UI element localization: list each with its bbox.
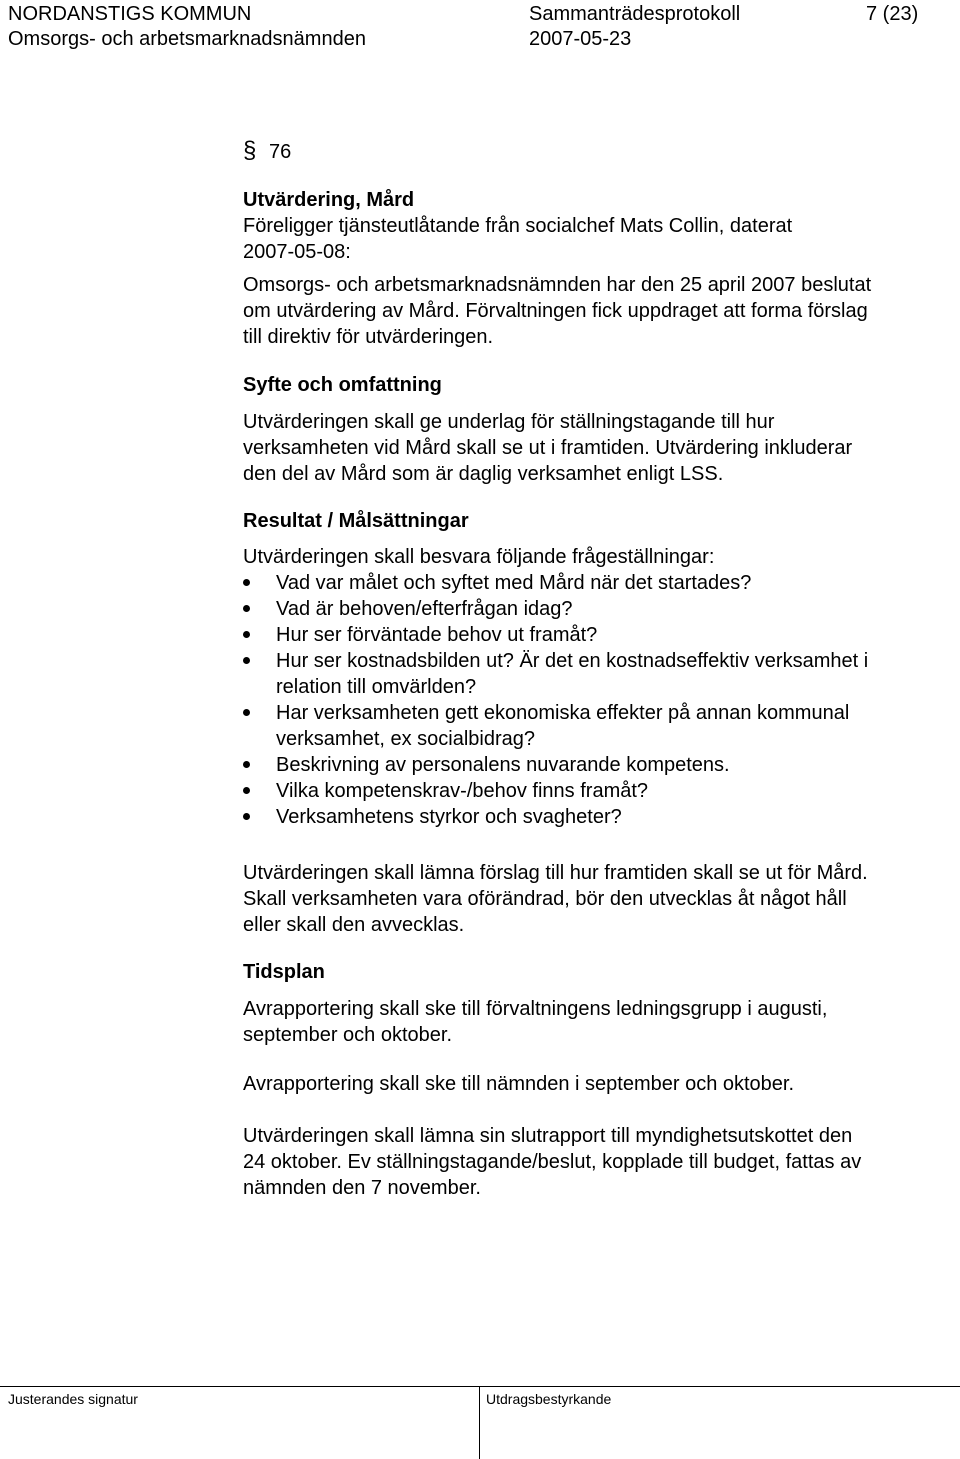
bullet-icon xyxy=(243,579,250,586)
list-item-text: Verksamhetens styrkor och svagheter? xyxy=(276,806,622,828)
schedule-section xyxy=(243,959,943,985)
list-item-text: Har verksamheten gett ekonomiska effekter på annan kommunal xyxy=(276,702,850,724)
proposal-line: Utvärderingen skall lämna förslag till hur framtiden skall se ut för Mård. xyxy=(243,862,868,884)
schedule-paragraph-1 xyxy=(243,996,943,1048)
section-title: Utvärdering, Mård xyxy=(243,189,415,211)
purpose-section xyxy=(243,372,943,398)
meeting-date: 2007-05-23 xyxy=(529,28,632,50)
bullet-icon xyxy=(243,787,250,794)
list-item-text: verksamhet, ex socialbidrag? xyxy=(276,728,536,750)
bullet-icon xyxy=(243,813,250,820)
list-item xyxy=(243,700,943,752)
list-item xyxy=(243,778,943,804)
intro-line: 2007-05-08: xyxy=(243,241,351,263)
document-type: Sammanträdesprotokoll xyxy=(529,3,741,25)
purpose-line: verksamheten vid Mård skall se ut i framtiden. Utvärdering inkluderar xyxy=(243,437,853,459)
schedule-paragraph-3 xyxy=(243,1123,943,1201)
background-line: till direktiv för utvärderingen. xyxy=(243,326,494,348)
schedule-line: Utvärderingen skall lämna sin slutrapport till myndighetsutskottet den xyxy=(243,1125,853,1147)
list-item xyxy=(243,648,943,700)
background-line: om utvärdering av Mård. Förvaltningen fick uppdraget att forma förslag xyxy=(243,300,868,322)
background-paragraph xyxy=(243,272,943,350)
purpose-heading: Syfte och omfattning xyxy=(243,374,442,396)
purpose-paragraph xyxy=(243,409,943,487)
page-number: 7 (23) xyxy=(866,3,919,25)
list-item xyxy=(243,570,943,596)
bullet-icon xyxy=(243,631,250,638)
questions-list xyxy=(243,570,943,830)
results-section xyxy=(243,508,943,534)
schedule-paragraph-2 xyxy=(243,1071,943,1097)
schedule-line: nämnden den 7 november. xyxy=(243,1177,481,1199)
extract-label: Utdragsbestyrkande xyxy=(486,1391,612,1407)
footer-divider xyxy=(479,1386,480,1459)
list-item-text: relation till omvärlden? xyxy=(276,676,477,698)
intro-line: Föreligger tjänsteutlåtande från socialchef Mats Collin, daterat xyxy=(243,215,793,237)
schedule-line: 24 oktober. Ev ställningstagande/beslut, kopplade till budget, fattas av xyxy=(243,1151,862,1173)
page-header xyxy=(0,0,960,60)
background-line: Omsorgs- och arbetsmarknadsnämnden har den 25 april 2007 beslutat xyxy=(243,274,872,296)
schedule-line: Avrapportering skall ske till förvaltningens ledningsgrupp i augusti, xyxy=(243,998,828,1020)
list-item xyxy=(243,596,943,622)
schedule-heading: Tidsplan xyxy=(243,961,325,983)
results-intro-line: Utvärderingen skall besvara följande frågeställningar: xyxy=(243,546,715,568)
page-footer xyxy=(0,1386,960,1459)
purpose-line: Utvärderingen skall ge underlag för ställningstagande till hur xyxy=(243,411,775,433)
section-number: 76 xyxy=(269,141,292,163)
organization-name: NORDANSTIGS KOMMUN xyxy=(8,3,252,25)
committee-name: Omsorgs- och arbetsmarknadsnämnden xyxy=(8,28,366,50)
schedule-line: Avrapportering skall ske till nämnden i september och oktober. xyxy=(243,1073,795,1095)
list-item xyxy=(243,622,943,648)
bullet-icon xyxy=(243,605,250,612)
purpose-line: den del av Mård som är daglig verksamhet enligt LSS. xyxy=(243,463,724,485)
list-item xyxy=(243,804,943,830)
list-item-text: Vad var målet och syftet med Mård när det startades? xyxy=(276,572,752,594)
proposal-line: Skall verksamheten vara oförändrad, bör den utvecklas åt något håll xyxy=(243,888,847,910)
list-item-text: Vad är behoven/efterfrågan idag? xyxy=(276,598,573,620)
bullet-icon xyxy=(243,761,250,768)
list-item-text: Hur ser kostnadsbilden ut? Är det en kostnadseffektiv verksamhet i xyxy=(276,650,869,672)
proposal-line: eller skall den avvecklas. xyxy=(243,914,465,936)
proposal-paragraph xyxy=(243,860,943,938)
list-item xyxy=(243,752,943,778)
results-heading: Resultat / Målsättningar xyxy=(243,510,469,532)
section-intro xyxy=(243,187,943,265)
results-intro xyxy=(243,544,943,570)
paragraph-symbol: § xyxy=(243,137,257,164)
footer-rule xyxy=(0,1386,960,1387)
bullet-icon xyxy=(243,709,250,716)
bullet-icon xyxy=(243,657,250,664)
signature-label: Justerandes signatur xyxy=(8,1391,138,1407)
schedule-line: september och oktober. xyxy=(243,1024,453,1046)
list-item-text: Beskrivning av personalens nuvarande kompetens. xyxy=(276,754,730,776)
list-item-text: Vilka kompetenskrav-/behov finns framåt? xyxy=(276,780,649,802)
list-item-text: Hur ser förväntade behov ut framåt? xyxy=(276,624,598,646)
